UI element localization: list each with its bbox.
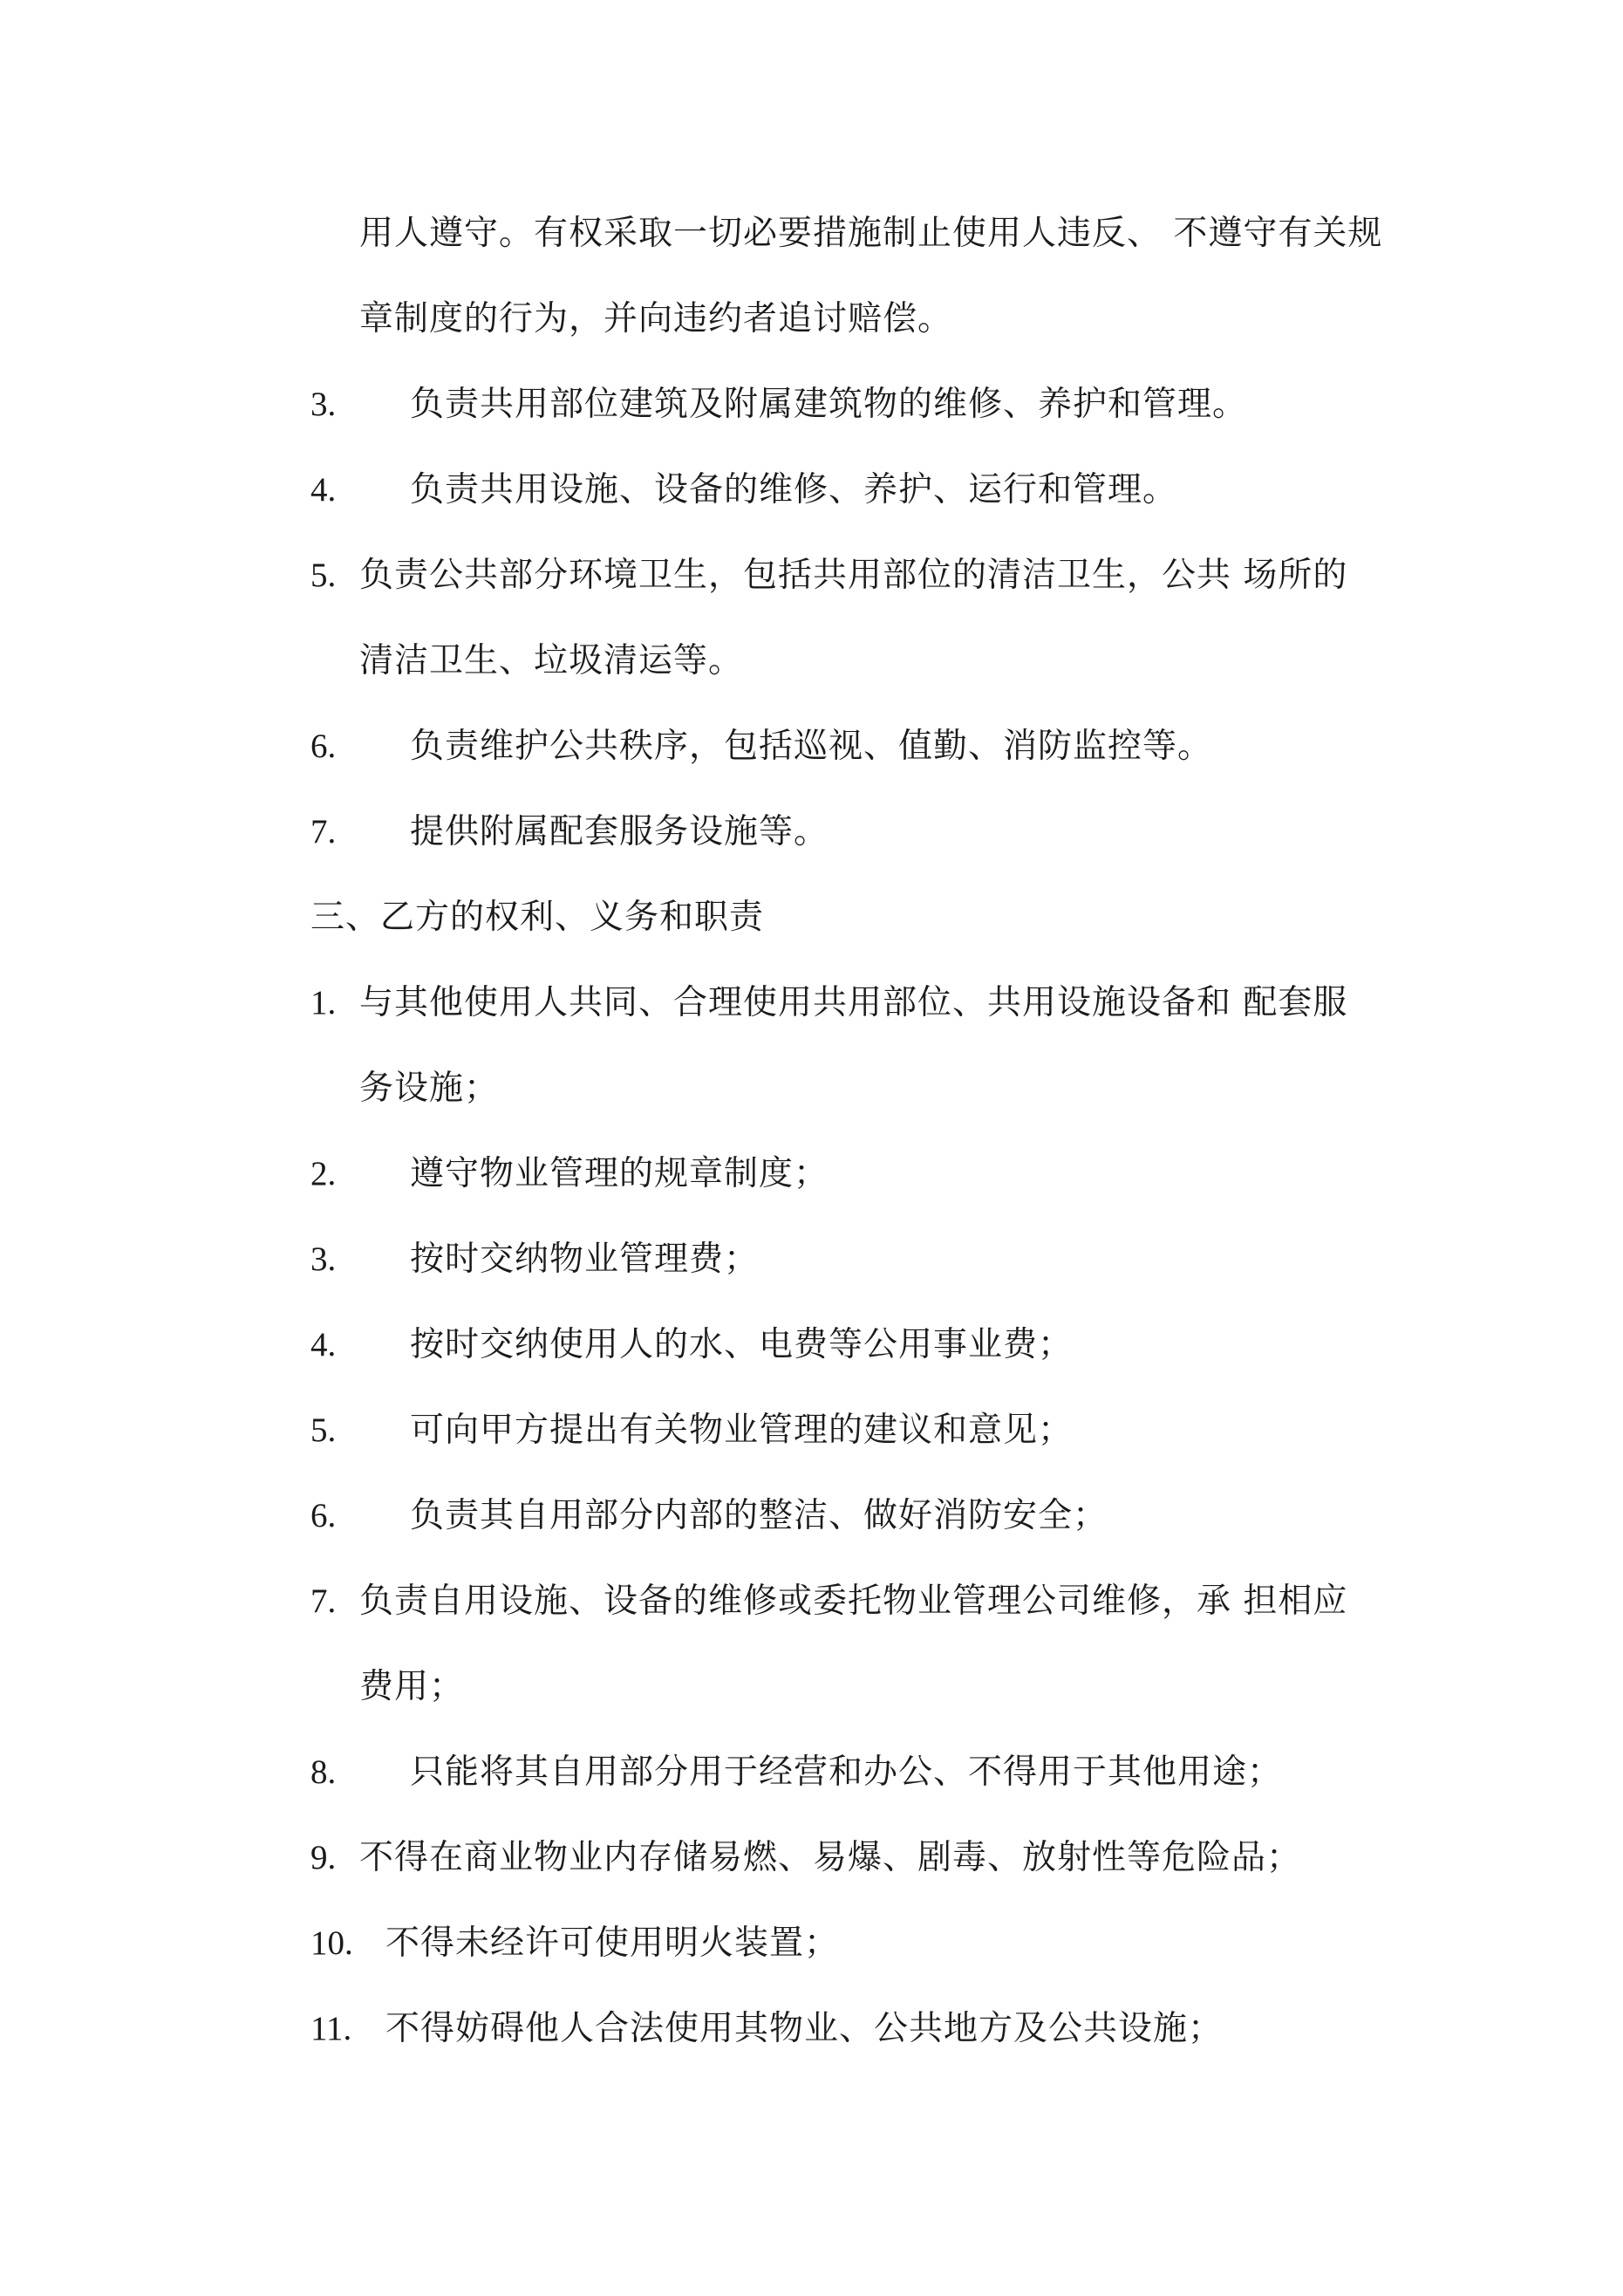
list-number: 5.	[310, 1411, 337, 1449]
text-line: 清洁卫生、垃圾清运等。	[359, 641, 744, 680]
list-number: 11.	[310, 2010, 352, 2047]
list-item-text: 不得在商业物业内存储易燃、易爆、剧毒、放射性等危险品；	[359, 1838, 1302, 1877]
text-line: 章制度的行为，并向违约者追讨赔偿。	[359, 299, 953, 338]
list-number: 7.	[310, 813, 337, 851]
list-item-text: 负责共用部位建筑及附属建筑物的维修、养护和管理。	[410, 385, 1248, 424]
list-item-text: 不得未经许可使用明火装置；	[385, 1924, 840, 1963]
list-number: 4.	[310, 471, 337, 509]
list-number: 5.	[310, 557, 337, 594]
list-item-text: 负责公共部分环境卫生，包括共用部位的清洁卫生，公共 场所的	[359, 556, 1348, 595]
list-number: 1.	[310, 984, 337, 1022]
text-line: 务设施；	[359, 1069, 500, 1108]
list-item-text: 提供附属配套服务设施等。	[410, 812, 829, 851]
list-number: 7.	[310, 1582, 337, 1620]
list-item-text: 只能将其自用部分用于经营和办公、不得用于其他用途；	[410, 1753, 1283, 1792]
list-item-text: 负责其自用部分内部的整洁、做好消防安全；	[410, 1496, 1108, 1535]
list-number: 3.	[310, 1240, 337, 1278]
list-number: 6.	[310, 728, 337, 765]
list-number: 6.	[310, 1497, 337, 1534]
text-line: 用人遵守。有权采取一切必要措施制止使用人违反、 不遵守有关规	[359, 214, 1383, 253]
list-item-text: 不得妨碍他人合法使用其物业、公共地方及公共设施；	[385, 2009, 1224, 2048]
list-item-text: 遵守物业管理的规章制度；	[410, 1154, 829, 1193]
list-item-text: 负责自用设施、设备的维修或委托物业管理公司维修，承 担相应	[359, 1582, 1348, 1621]
list-item-text: 可向甲方提出有关物业管理的建议和意见；	[410, 1411, 1074, 1450]
list-number: 8.	[310, 1753, 337, 1791]
list-number: 10.	[310, 1924, 353, 1962]
list-number: 9.	[310, 1839, 337, 1876]
list-item-text: 按时交纳物业管理费；	[410, 1240, 760, 1279]
list-item-text: 负责维护公共秩序，包括巡视、值勤、消防监控等。	[410, 727, 1213, 766]
section-heading: 三、乙方的权利、义务和职责	[310, 898, 765, 937]
list-number: 4.	[310, 1326, 337, 1363]
text-line: 费用；	[359, 1667, 465, 1706]
list-item-text: 与其他使用人共同、合理使用共用部位、共用设施设备和 配套服	[359, 983, 1348, 1022]
list-item-text: 负责共用设施、设备的维修、养护、运行和管理。	[410, 470, 1178, 509]
list-number: 2.	[310, 1155, 337, 1192]
list-number: 3.	[310, 386, 337, 423]
list-item-text: 按时交纳使用人的水、电费等公用事业费；	[410, 1325, 1074, 1364]
